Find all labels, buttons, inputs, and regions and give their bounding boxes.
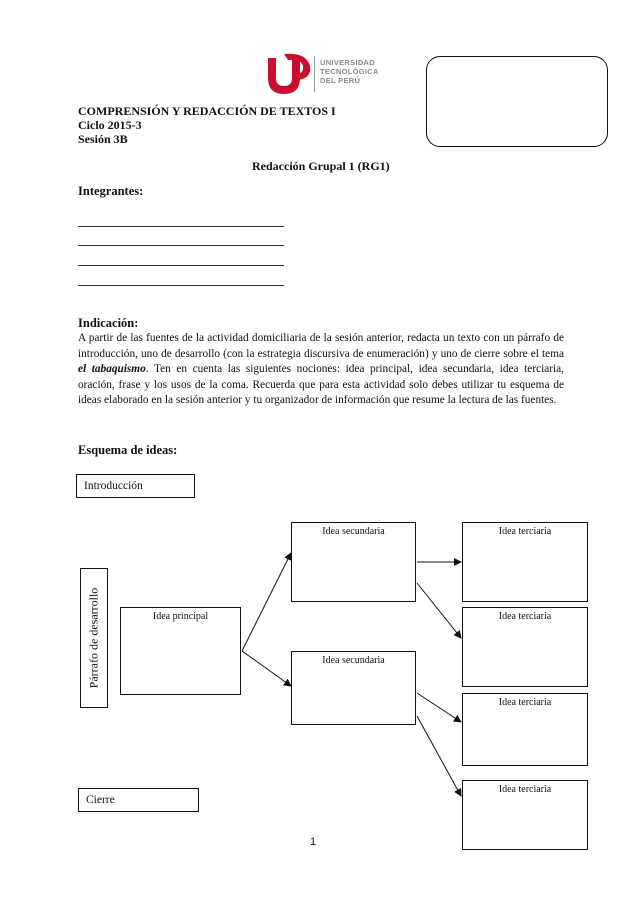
scheme-label: Esquema de ideas:	[78, 443, 178, 457]
instruction-label: Indicación:	[78, 316, 139, 330]
closing-box: Cierre	[78, 788, 199, 812]
logo-line-1: UNIVERSIDAD	[320, 58, 375, 67]
tertiary-idea-label: Idea terciaria	[498, 784, 552, 795]
arrow-secondary2-to-tertiary-4	[417, 716, 461, 796]
tertiary-idea-label: Idea terciaria	[498, 697, 552, 708]
intro-box: Introducción	[76, 474, 195, 498]
arrow-main-to-secondary-2	[242, 651, 291, 686]
instruction-text-start: A partir de las fuentes de la actividad domiciliaria de la sesión anterior, redacta un texto con un párrafo de introducción, uno de desarrollo (con la estrategia discursiva de enumeración) y uno de cierre sobre el tema	[78, 332, 564, 360]
cycle: Ciclo 2015-3	[78, 118, 142, 132]
arrow-secondary1-to-tertiary-2	[417, 583, 461, 638]
secondary-idea-label: Idea secundaria	[322, 655, 385, 666]
instruction-topic: el tabaquismo	[78, 363, 146, 376]
members-label: Integrantes:	[78, 184, 144, 198]
main-idea-label: Idea principal	[152, 611, 209, 622]
arrow-secondary2-to-tertiary-3	[417, 693, 461, 722]
page-number: 1	[310, 836, 317, 848]
tertiary-idea-label: Idea terciaria	[498, 611, 552, 622]
logo-line-2: TECNOLÓGICA	[320, 67, 379, 76]
instruction-text-end: . Ten en cuenta las siguientes nociones: idea principal, idea secundaria, idea terciaria, oración, frase y los usos de la coma. Recuerda que para esta actividad solo debes utilizar tu esquema de ideas elaborado en la sesión anterior y tu organizador de información que resume la lectura de las fuentes.	[78, 363, 564, 407]
arrow-main-to-secondary-1	[242, 553, 291, 651]
secondary-idea-label: Idea secundaria	[322, 526, 385, 537]
course-name: COMPRENSIÓN Y REDACCIÓN DE TEXTOS I	[78, 104, 336, 118]
tertiary-idea-label: Idea terciaria	[498, 526, 552, 537]
logo-line-3: DEL PERÚ	[320, 76, 361, 85]
activity-title: Redacción Grupal 1 (RG1)	[252, 159, 390, 173]
session: Sesión 3B	[78, 132, 128, 146]
development-label: Párrafo de desarrollo	[86, 587, 101, 689]
